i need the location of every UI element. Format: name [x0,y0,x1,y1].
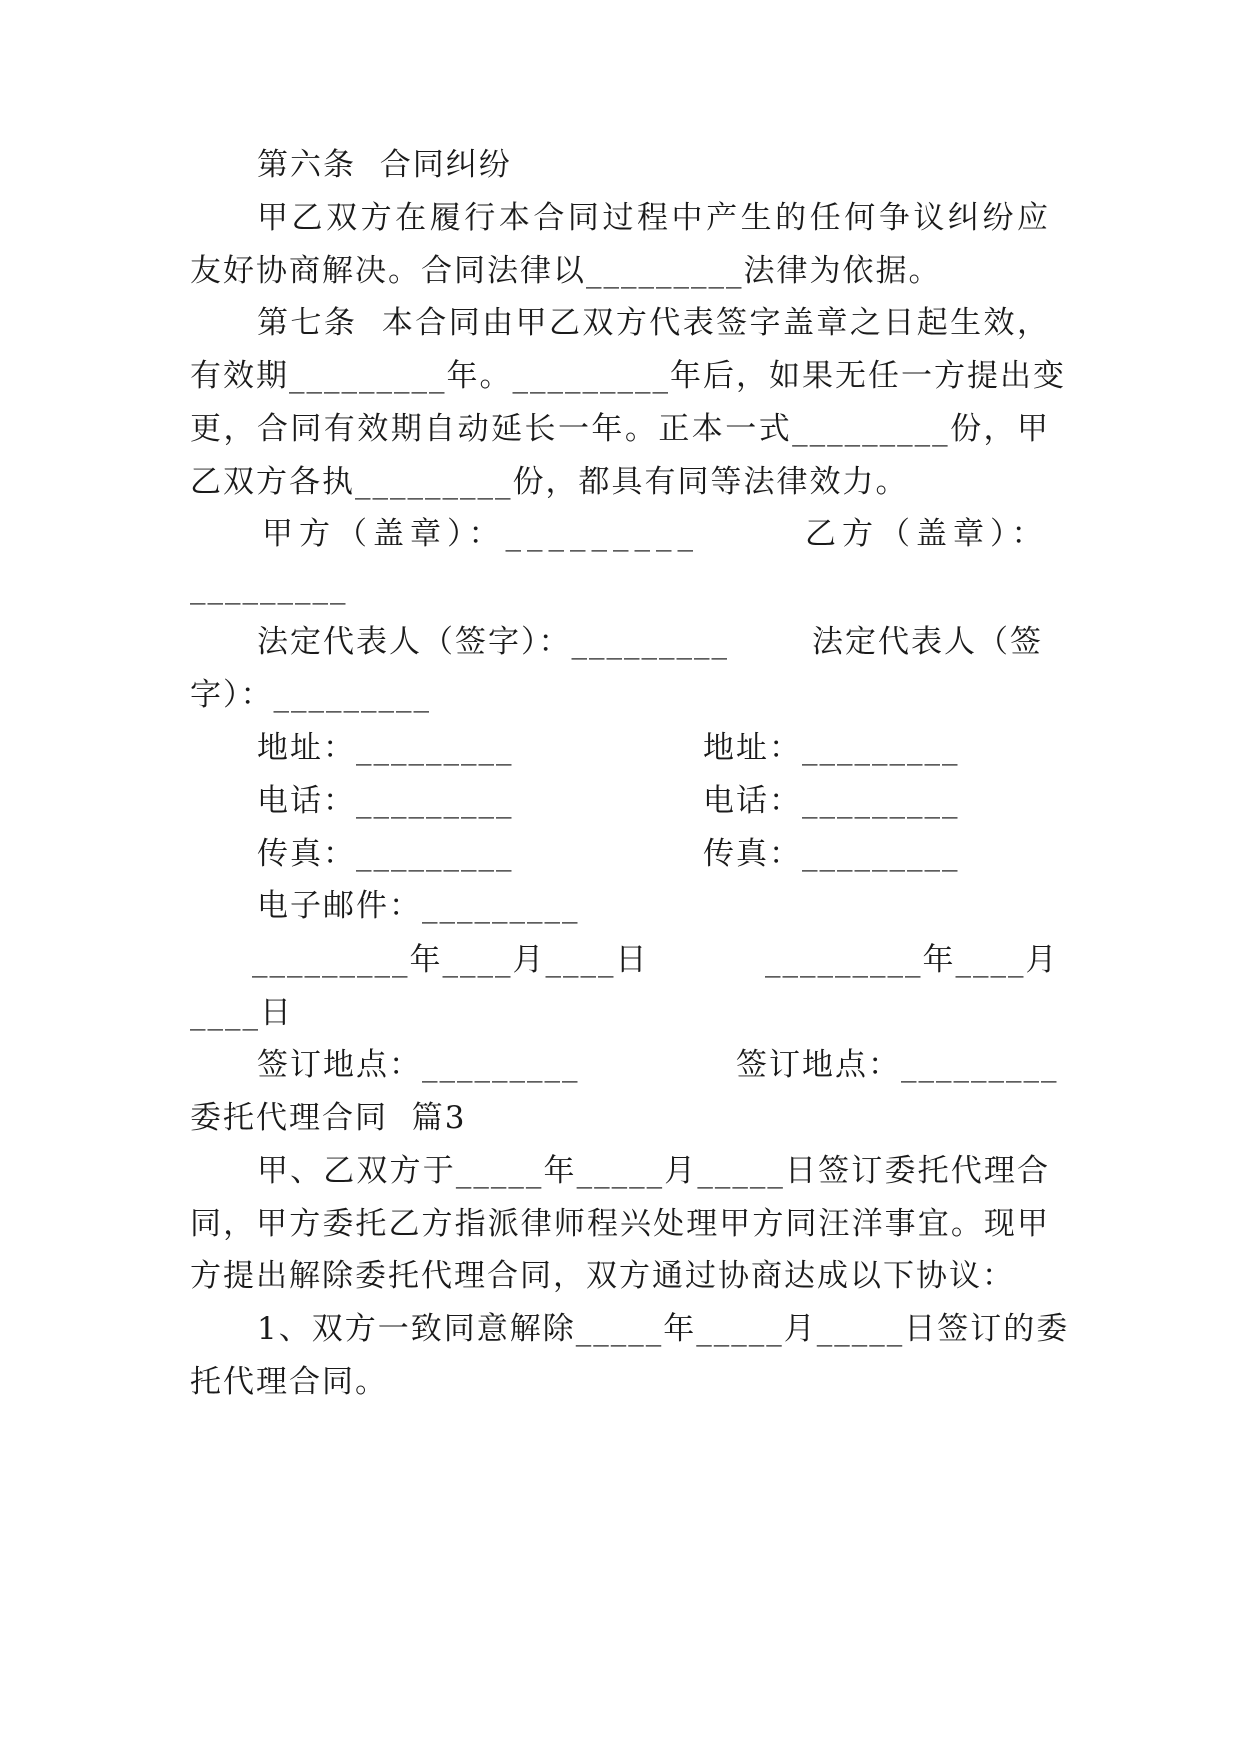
party-a-signing-place-field: 签订地点：_________ [257,1047,580,1083]
party-b-seal-blank: _________ [190,569,348,605]
party-a-date-field: _________年____月____日 [252,942,649,978]
paragraph-line: 甲乙双方在履行本合同过程中产生的任何争议纠纷应 [257,200,1050,236]
section-heading: 委托代理合同 篇3 [190,1100,467,1136]
paragraph-line: 方提出解除委托代理合同，双方通过协商达成以下协议： [190,1258,1015,1294]
party-b-address-field: 地址：_________ [703,730,960,766]
paragraph-line: 甲、乙双方于_____年_____月_____日签订委托代理合 [257,1153,1050,1189]
list-item-1-line: 1、双方一致同意解除_____年_____月_____日签订的委 [257,1311,1070,1347]
paragraph-line: 有效期_________年。_________年后，如果无任一方提出变 [190,358,1066,394]
party-b-date-day: ____日 [190,995,293,1031]
email-field: 电子邮件：_________ [257,888,580,924]
party-b-signing-place-field: 签订地点：_________ [736,1047,1059,1083]
party-b-representative-blank: 字）：_________ [190,677,431,713]
party-b-fax-field: 传真：_________ [703,836,960,872]
paragraph-line: 友好协商解决。合同法律以_________法律为依据。 [190,253,942,289]
party-a-address-field: 地址：_________ [257,730,514,766]
paragraph-line: 同，甲方委托乙方指派律师程兴处理甲方同汪洋事宜。现甲 [190,1206,1050,1242]
party-b-phone-field: 电话：_________ [703,783,960,819]
party-b-seal-label: 乙方（盖章）： [805,516,1049,552]
list-item-1-line: 托代理合同。 [190,1364,388,1400]
article-7-line: 第七条 本合同由甲乙双方代表签字盖章之日起生效， [257,305,1050,341]
party-a-seal-field: 甲方（盖章）：_________ [262,516,699,552]
paragraph-line: 更，合同有效期自动延长一年。正本一式_________份，甲 [190,411,1050,447]
party-a-phone-field: 电话：_________ [257,783,514,819]
party-a-fax-field: 传真：_________ [257,836,514,872]
party-b-representative-label: 法定代表人（签 [812,624,1043,660]
party-a-representative-field: 法定代表人（签字）：_________ [257,624,729,660]
party-b-date-field: _________年____月 [765,942,1059,978]
paragraph-line: 乙双方各执_________份，都具有同等法律效力。 [190,464,909,500]
article-6-heading: 第六条 合同纠纷 [257,147,512,183]
